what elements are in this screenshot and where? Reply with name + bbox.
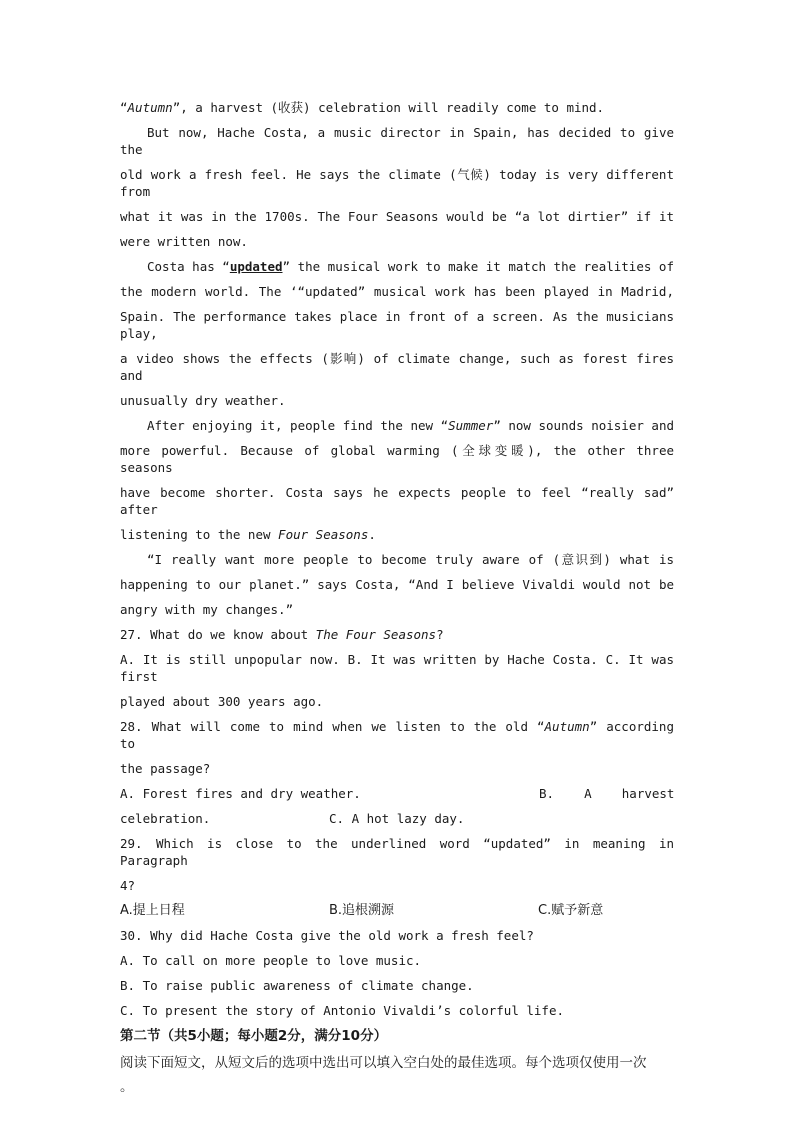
- text: 28. What will come to mind when we listen to the old “: [120, 719, 545, 734]
- question-28: [120, 718, 674, 752]
- question-27-options: played about 300 years ago.: [120, 694, 324, 709]
- passage-line: [120, 99, 674, 116]
- italic-title: Autumn: [127, 100, 173, 115]
- passage-line: [120, 417, 674, 434]
- section-instruction: 。: [120, 1079, 134, 1095]
- option-c: C. A hot lazy day.: [329, 811, 465, 826]
- option-c: C.赋予新意: [538, 903, 604, 918]
- document-page: [120, 99, 674, 1099]
- passage-line: happening to our planet.” says Costa, “And I believe Vivaldi would not be: [120, 577, 674, 592]
- text: After enjoying it, people find the new “: [147, 418, 449, 433]
- passage-line: “I really want more people to become truly aware of (意识到) what is: [147, 552, 674, 567]
- text: 27. What do we know about: [120, 627, 316, 642]
- question-29-options: [120, 902, 674, 919]
- text: ” now sounds noisier and: [493, 418, 674, 433]
- question-28: the passage?: [120, 761, 211, 776]
- question-27-options: A. It is still unpopular now. B. It was written by Hache Costa. C. It was first: [120, 652, 674, 684]
- question-30: 30. Why did Hache Costa give the old work a fresh feel?: [120, 928, 534, 943]
- italic-title: Four Seasons: [278, 527, 369, 542]
- text: ”, a harvest (收获) celebration will readily come to mind.: [172, 100, 605, 115]
- passage-line: Spain. The performance takes place in front of a screen. As the musicians play,: [120, 309, 674, 341]
- text: Costa has “: [147, 259, 230, 274]
- passage-line: more powerful. Because of global warming (全球变暖), the other three seasons: [120, 443, 674, 475]
- passage-line: But now, Hache Costa, a music director in Spain, has decided to give the: [120, 125, 674, 157]
- section-instruction: 阅读下面短文，从短文后的选项中选出可以填入空白处的最佳选项。每个选项仅使用一次: [120, 1055, 647, 1071]
- option-b: B. To raise public awareness of climate change.: [120, 978, 474, 993]
- text: .: [368, 527, 376, 542]
- text: ” the musical work to make it match the realities of: [282, 259, 674, 274]
- italic-title: The Four Seasons: [315, 627, 437, 642]
- text: ” according to: [120, 719, 674, 751]
- passage-line: unusually dry weather.: [120, 393, 286, 408]
- italic-title: Summer: [448, 418, 494, 433]
- option-b-cont: celebration.: [120, 811, 211, 826]
- text: ?: [436, 627, 444, 642]
- passage-line: were written now.: [120, 234, 248, 249]
- passage-line: old work a fresh feel. He says the climate (气候) today is very different from: [120, 167, 674, 199]
- question-29: 29. Which is close to the underlined word “updated” in meaning in Paragraph: [120, 836, 674, 868]
- section-heading: 第二节（共5小题；每小题2分，满分10分）: [120, 1028, 388, 1044]
- option-c: C. To present the story of Antonio Vivaldi’s colorful life.: [120, 1003, 565, 1018]
- option-b: B. A harvest: [539, 786, 675, 801]
- question-29: 4?: [120, 878, 136, 893]
- passage-line: the modern world. The ‘“updated” musical work has been played in Madrid,: [120, 284, 674, 299]
- passage-line: angry with my changes.”: [120, 602, 294, 617]
- italic-title: Autumn: [544, 719, 590, 734]
- option-a: A.提上日程: [120, 903, 185, 918]
- passage-line: [120, 526, 674, 543]
- underlined-word: updated: [229, 259, 283, 274]
- question-27: [120, 626, 674, 643]
- text: listening to the new: [120, 527, 279, 542]
- option-a: A. Forest fires and dry weather.: [120, 786, 361, 801]
- passage-line: have become shorter. Costa says he expects people to feel “really sad” after: [120, 485, 674, 517]
- passage-line: [120, 258, 674, 275]
- option-a: A. To call on more people to love music.: [120, 953, 422, 968]
- question-28-options: [120, 810, 674, 827]
- option-b: B.追根溯源: [329, 903, 395, 918]
- passage-line: what it was in the 1700s. The Four Seasons would be “a lot dirtier” if it: [120, 209, 674, 224]
- passage-line: a video shows the effects (影响) of climate change, such as forest fires and: [120, 351, 674, 383]
- question-28-options: [120, 785, 674, 802]
- text: “: [120, 100, 128, 115]
